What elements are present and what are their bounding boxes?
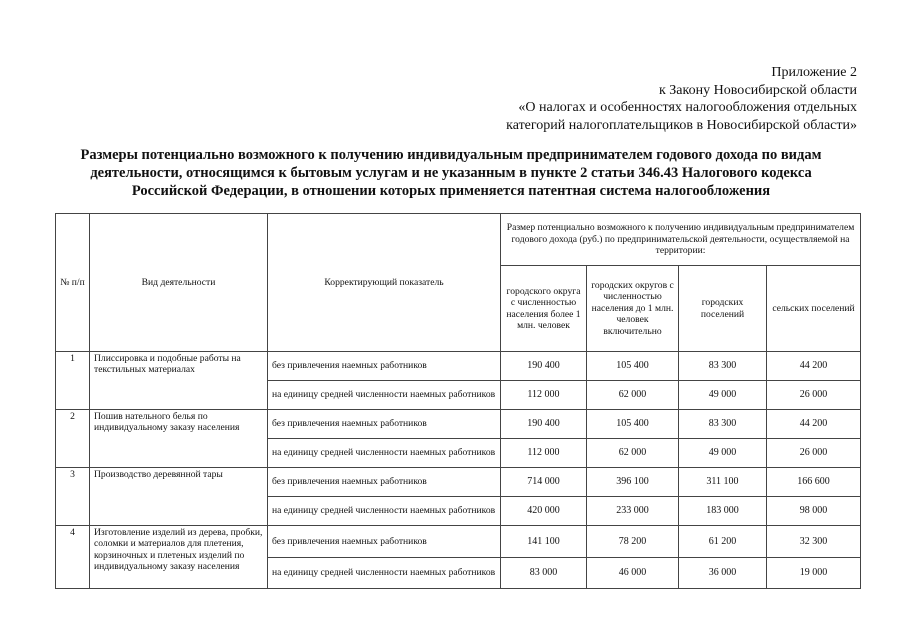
row-value: 46 000 <box>587 558 679 589</box>
row-indicator: без привлечения наемных работников <box>268 526 501 558</box>
appendix-line: «О налогах и особенностях налогообложения отдельных <box>518 100 857 115</box>
table-row <box>56 468 861 497</box>
title-line: Российской Федерации, в отношении которых применяется патентная система налогообложения <box>131 183 771 199</box>
row-value: 44 200 <box>767 352 861 381</box>
row-value: 166 600 <box>767 468 861 497</box>
row-value: 26 000 <box>767 381 861 410</box>
appendix-line: категорий налогоплательщиков в Новосибирской области» <box>506 117 857 133</box>
row-value: 78 200 <box>587 526 679 558</box>
row-value: 112 000 <box>501 381 587 410</box>
row-value: 396 100 <box>587 468 679 497</box>
row-value: 61 200 <box>679 526 767 558</box>
row-number: 3 <box>56 468 90 526</box>
header-col-large-city: городского округа с численностью населения более 1 млн. человек <box>501 266 587 352</box>
row-value: 98 000 <box>767 497 861 526</box>
row-value: 183 000 <box>679 497 767 526</box>
row-activity: Пошив нательного белья по индивидуальному заказу населения <box>90 410 268 468</box>
row-value: 44 200 <box>767 410 861 439</box>
row-value: 190 400 <box>501 352 587 381</box>
header-income-size: Размер потенциально возможного к получению индивидуальным предпринимателем годового дохода (руб.) по предпринимательской деятельности, осуществляемой на территории: <box>501 214 861 266</box>
row-value: 233 000 <box>587 497 679 526</box>
header-col-city: городских округов с численностью населения до 1 млн. человек включительно <box>587 266 679 352</box>
row-value: 62 000 <box>587 439 679 468</box>
row-number: 2 <box>56 410 90 468</box>
table-row <box>56 352 861 381</box>
title-line: Размеры потенциально возможного к получению индивидуальным предпринимателем годового дохода по видам <box>80 147 822 163</box>
table-row <box>56 410 861 439</box>
row-activity: Производство деревянной тары <box>90 468 268 526</box>
row-value: 49 000 <box>679 381 767 410</box>
row-value: 26 000 <box>767 439 861 468</box>
row-activity: Плиссировка и подобные работы на текстильных материалах <box>90 352 268 410</box>
row-value: 141 100 <box>501 526 587 558</box>
row-value: 36 000 <box>679 558 767 589</box>
appendix-line: Приложение 2 <box>771 65 857 80</box>
appendix-header <box>337 64 857 134</box>
row-value: 420 000 <box>501 497 587 526</box>
row-value: 49 000 <box>679 439 767 468</box>
header-num: № п/п <box>56 214 90 352</box>
row-value: 83 300 <box>679 352 767 381</box>
row-value: 32 300 <box>767 526 861 558</box>
row-indicator: на единицу средней численности наемных работников <box>268 558 501 589</box>
row-activity: Изготовление изделий из дерева, пробки, соломки и материалов для плетения, корзиночных и плетеных изделий по индивидуальному заказу населения <box>90 526 268 589</box>
table-row <box>56 526 861 558</box>
appendix-line: к Закону Новосибирской области <box>658 82 857 98</box>
row-indicator: без привлечения наемных работников <box>268 410 501 439</box>
title-line: деятельности, относящимся к бытовым услугам и не указанным в пункте 2 статьи 346.43 Налогового кодекса <box>90 165 812 181</box>
row-value: 83 000 <box>501 558 587 589</box>
row-number: 1 <box>56 352 90 410</box>
row-value: 105 400 <box>587 410 679 439</box>
row-value: 112 000 <box>501 439 587 468</box>
row-value: 714 000 <box>501 468 587 497</box>
row-indicator: без привлечения наемных работников <box>268 352 501 381</box>
row-indicator: без привлечения наемных работников <box>268 468 501 497</box>
row-value: 83 300 <box>679 410 767 439</box>
row-value: 190 400 <box>501 410 587 439</box>
row-value: 62 000 <box>587 381 679 410</box>
header-row <box>56 214 861 266</box>
row-indicator: на единицу средней численности наемных работников <box>268 439 501 468</box>
document-title <box>40 146 862 200</box>
header-activity: Вид деятельности <box>90 214 268 352</box>
row-number: 4 <box>56 526 90 589</box>
income-table <box>55 213 861 589</box>
header-col-rural: сельских поселений <box>767 266 861 352</box>
header-col-urban: городских поселений <box>679 266 767 352</box>
row-indicator: на единицу средней численности наемных работников <box>268 381 501 410</box>
row-indicator: на единицу средней численности наемных работников <box>268 497 501 526</box>
row-value: 19 000 <box>767 558 861 589</box>
row-value: 311 100 <box>679 468 767 497</box>
row-value: 105 400 <box>587 352 679 381</box>
header-indicator: Корректирующий показатель <box>268 214 501 352</box>
